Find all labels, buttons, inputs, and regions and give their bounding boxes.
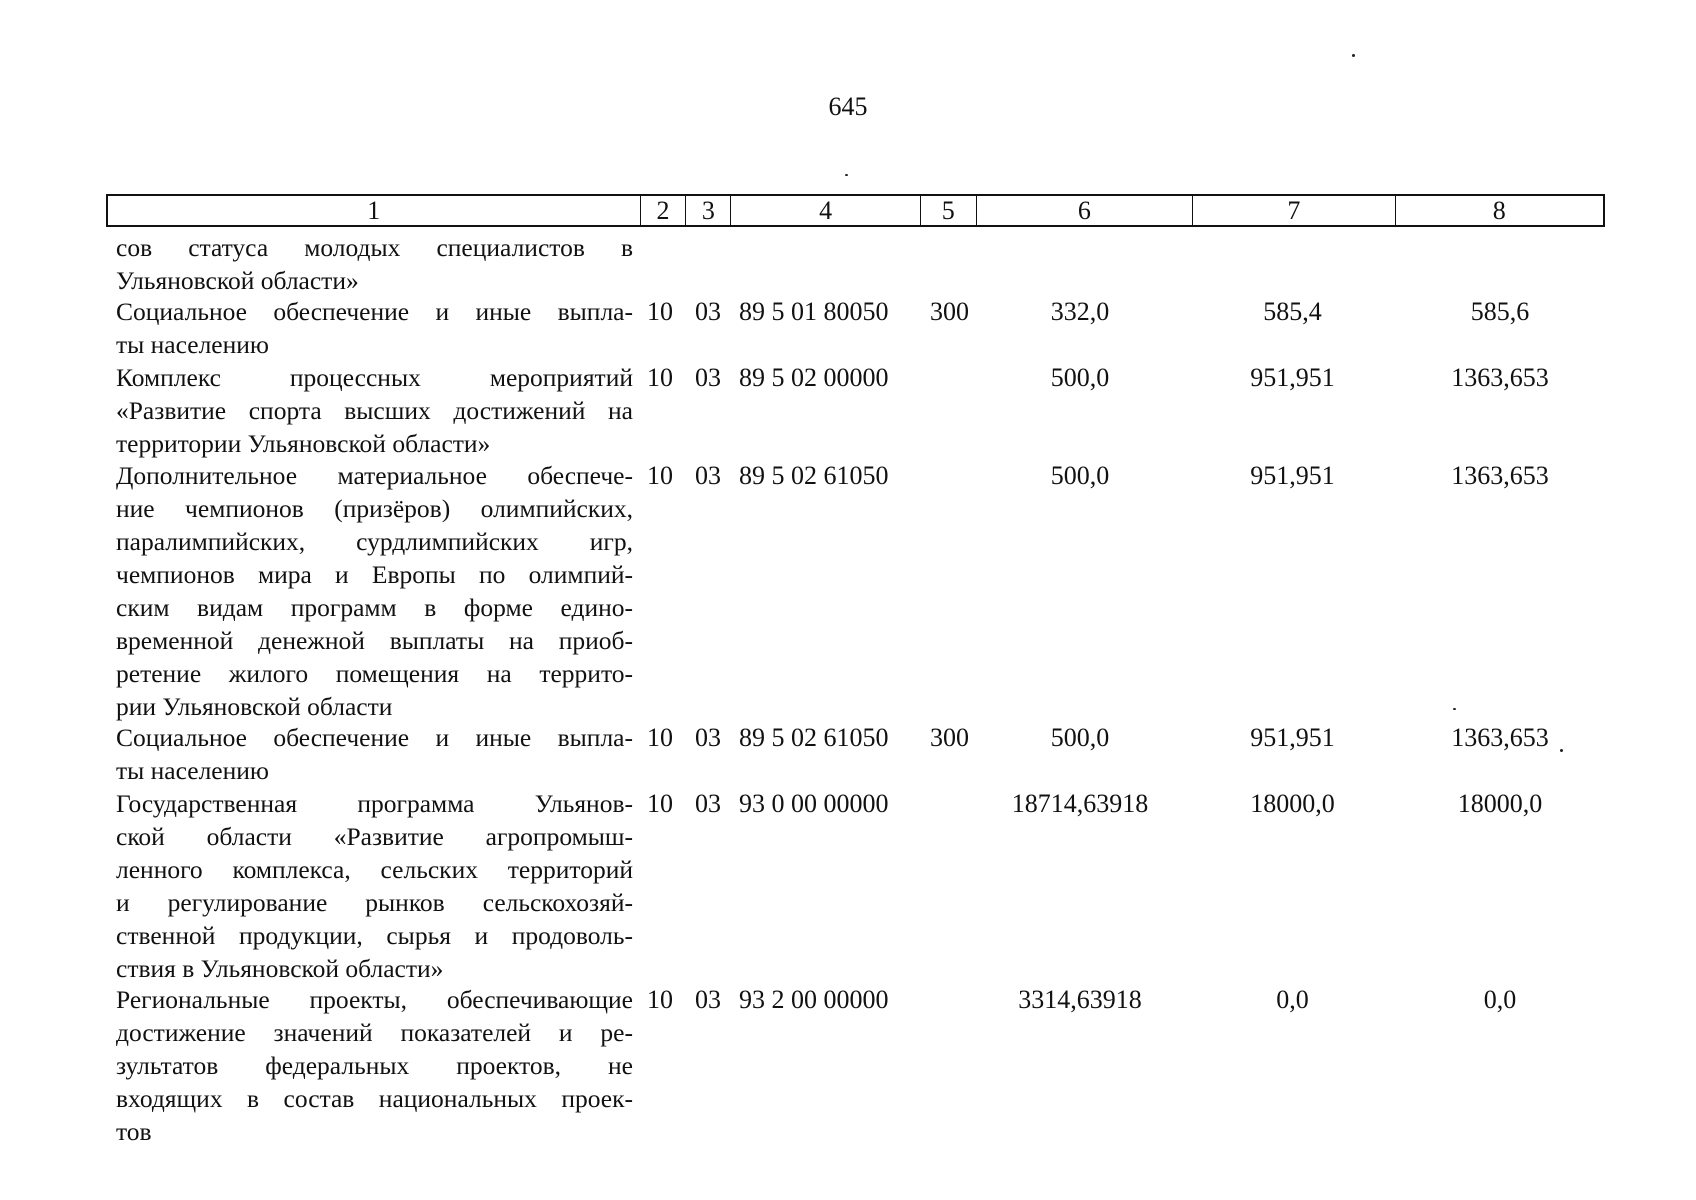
page-number: 645 [828, 92, 868, 121]
description-line: ние чемпионов (призёров) олимпийских, [116, 494, 633, 523]
amount-col8: 1363,653 [1451, 723, 1549, 752]
section-code: 10 [647, 985, 673, 1014]
amount-col7: 951,951 [1250, 363, 1335, 392]
header-cell: 1 [108, 196, 641, 225]
target-article-code: 93 2 00 00000 [739, 985, 889, 1014]
description-line: Региональные проекты, обеспечивающие [116, 985, 633, 1014]
amount-col7: 0,0 [1276, 985, 1309, 1014]
description-line: сов статуса молодых специалистов в [116, 233, 633, 262]
row-description [116, 361, 633, 460]
row-description [116, 983, 633, 1148]
amount-col8: 585,6 [1470, 297, 1530, 326]
description-line: достижение значений показателей и ре- [116, 1018, 633, 1047]
row-description [116, 721, 633, 787]
subsection-code: 03 [695, 363, 721, 392]
expense-type-code: 300 [930, 297, 969, 326]
row-description [116, 231, 633, 297]
description-line: Социальное обеспечение и иные выпла- [116, 297, 633, 326]
scan-speck [1352, 54, 1355, 57]
description-line: паралимпийских, сурдлимпийских игр, [116, 527, 633, 556]
description-line: ретение жилого помещения на террито- [116, 659, 633, 688]
header-cell: 7 [1193, 196, 1395, 225]
amount-col8: 1363,653 [1451, 363, 1549, 392]
description-line: тов [116, 1117, 152, 1146]
target-article-code: 89 5 02 61050 [739, 723, 889, 752]
description-line: рии Ульяновской области [116, 692, 393, 721]
description-line: зультатов федеральных проектов, не [116, 1051, 633, 1080]
amount-col8: 1363,653 [1451, 461, 1549, 490]
subsection-code: 03 [695, 723, 721, 752]
table-header-row [106, 194, 1605, 227]
amount-col6: 500,0 [1050, 723, 1110, 752]
description-line: входящих в состав национальных проек- [116, 1084, 633, 1113]
description-line: ствия в Ульяновской области» [116, 954, 444, 983]
amount-col8: 18000,0 [1457, 789, 1543, 818]
expense-type-code: 300 [930, 723, 969, 752]
target-article-code: 89 5 02 61050 [739, 461, 889, 490]
description-line: Дополнительное материальное обеспече- [116, 461, 633, 490]
description-line: временной денежной выплаты на приоб- [116, 626, 633, 655]
header-cell: 4 [731, 196, 921, 225]
description-line: чемпионов мира и Европы по олимпий- [116, 560, 633, 589]
section-code: 10 [647, 723, 673, 752]
description-line: ты населению [116, 330, 269, 359]
amount-col8: 0,0 [1483, 985, 1517, 1014]
target-article-code: 89 5 01 80050 [739, 297, 889, 326]
section-code: 10 [647, 297, 673, 326]
section-code: 10 [647, 789, 673, 818]
amount-col6: 332,0 [1050, 297, 1110, 326]
amount-col7: 585,4 [1263, 297, 1322, 326]
description-line: Социальное обеспечение и иные выпла- [116, 723, 633, 752]
amount-col6: 500,0 [1050, 363, 1110, 392]
header-cell: 3 [686, 196, 731, 225]
section-code: 10 [647, 461, 673, 490]
description-line: Государственная программа Ульянов- [116, 789, 633, 818]
description-line: Комплекс процессных мероприятий [116, 363, 633, 392]
row-description [116, 295, 633, 361]
description-line: Ульяновской области» [116, 266, 359, 295]
target-article-code: 93 0 00 00000 [739, 789, 889, 818]
description-line: ты населению [116, 756, 269, 785]
target-article-code: 89 5 02 00000 [739, 363, 889, 392]
header-cell: 8 [1492, 196, 1506, 225]
amount-col7: 18000,0 [1250, 789, 1335, 818]
scan-speck [845, 174, 848, 176]
subsection-code: 03 [695, 297, 721, 326]
amount-col6: 3314,63918 [1018, 985, 1142, 1014]
row-description [116, 459, 633, 723]
description-line: ленного комплекса, сельских территорий [116, 855, 633, 884]
header-cell: 6 [977, 196, 1193, 225]
row-description [116, 787, 633, 985]
subsection-code: 03 [695, 985, 721, 1014]
amount-col7: 951,951 [1250, 723, 1335, 752]
amount-col6: 500,0 [1050, 461, 1110, 490]
description-line: ским видам программ в форме едино- [116, 593, 633, 622]
description-line: территории Ульяновской области» [116, 429, 491, 458]
amount-col6: 18714,63918 [1011, 789, 1149, 818]
description-line: «Развитие спорта высших достижений на [116, 396, 633, 425]
description-line: ственной продукции, сырья и продоволь- [116, 921, 633, 950]
header-cell: 5 [921, 196, 977, 225]
subsection-code: 03 [695, 461, 721, 490]
amount-col7: 951,951 [1250, 461, 1335, 490]
scan-speck [1453, 708, 1456, 710]
description-line: ской области «Развитие агропромыш- [116, 822, 633, 851]
header-cell: 2 [641, 196, 687, 225]
subsection-code: 03 [695, 789, 721, 818]
section-code: 10 [647, 363, 673, 392]
description-line: и регулирование рынков сельскохозяй- [116, 888, 633, 917]
